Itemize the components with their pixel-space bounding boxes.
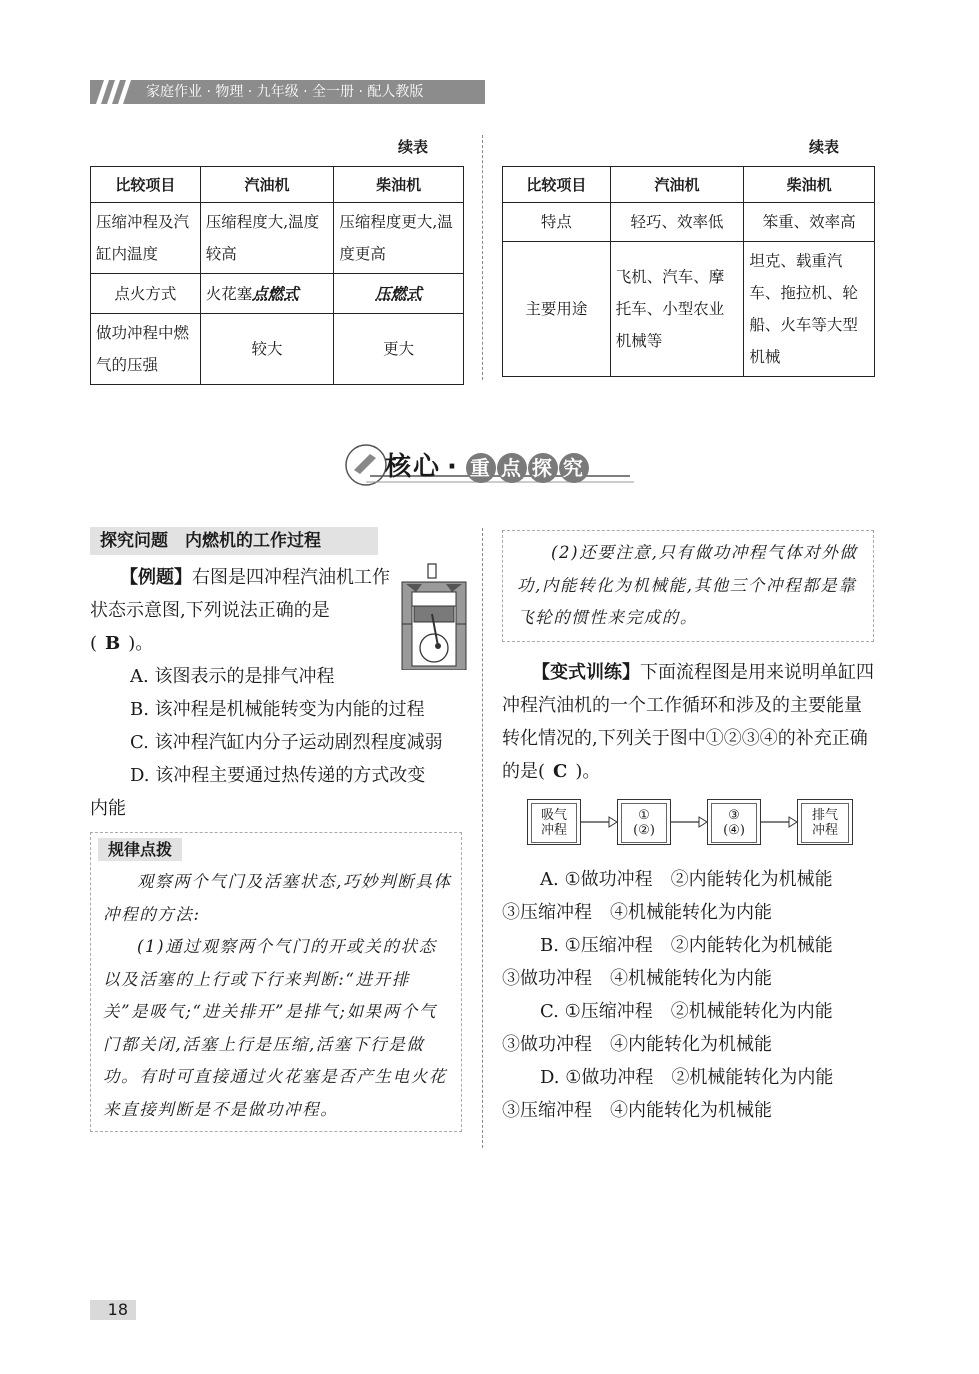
tip-box-continued [502, 530, 874, 642]
page-number: 18 [90, 1300, 136, 1320]
tip-paragraph-2: (1)通过观察两个气门的开或关的状态以及活塞的上行或下行来判断:“进开排关”是吸气;“进关排开”是排气;如果两个气门都关闭,活塞上行是压缩,活塞下行是做功。有时可直接通过火花塞是否产生电火花来直接判断是不是做功冲程。 [103, 937, 447, 1119]
table-cell: 飞机、汽车、摩托车、小型农业机械等 [610, 242, 744, 377]
header-bar [90, 80, 485, 104]
section-banner-title [385, 446, 589, 483]
variant-question [502, 656, 876, 788]
tip-paragraph-1: 观察两个气门及活塞状态,巧妙判断具体冲程的方法: [103, 872, 452, 924]
variant-option-b-line1: B. ①压缩冲程 ②内能转化为机械能 [540, 935, 833, 956]
table-row [91, 274, 464, 314]
table-cell: 特点 [503, 203, 611, 242]
table-cell: 做功冲程中燃气的压强 [91, 314, 201, 385]
example-text: 右图是四冲程汽油机工作状态示意图,下列说法正确的是( [90, 567, 390, 654]
table-row [91, 203, 464, 274]
flow-text: 吸气 [540, 808, 567, 823]
flow-text: ③ [728, 808, 740, 823]
tip-label: 规律点拨 [98, 838, 182, 861]
option-c: C. 该冲程汽缸内分子运动剧烈程度减弱 [130, 732, 443, 753]
flow-text: (④) [723, 823, 745, 838]
variant-close: )。 [575, 761, 601, 782]
table-row [503, 203, 875, 242]
table-header: 汽油机 [610, 167, 744, 203]
example-tag: 【例题】 [120, 567, 192, 588]
example-options [90, 660, 470, 825]
variant-option-a-line1: A. ①做功冲程 ②内能转化为机械能 [540, 869, 833, 890]
table-header-row [91, 167, 464, 203]
table-header: 比较项目 [91, 167, 201, 203]
table-header: 汽油机 [200, 167, 334, 203]
banner-char: 探 [528, 453, 558, 483]
flow-step-1 [617, 799, 671, 845]
variant-option-c-line1: C. ①压缩冲程 ②机械能转化为内能 [540, 1001, 833, 1022]
stroke-flowchart [527, 799, 853, 845]
table-cell: 压缩程度更大,温度更高 [334, 203, 464, 274]
flow-step-exhaust [797, 799, 853, 845]
table-row [91, 314, 464, 385]
option-d: D. 该冲程主要通过热传递的方式改变 [130, 765, 426, 786]
table-header: 柴油机 [334, 167, 464, 203]
ignition-prefix: 火花塞 [205, 284, 253, 303]
ignition-diesel-keyword: 压燃式 [375, 283, 422, 303]
variant-option-a-line2: ③压缩冲程 ④机械能转化为内能 [502, 902, 772, 923]
variant-text: 下面流程图是用来说明单缸四冲程汽油机的一个工作循环和涉及的主要能量转化情况的,下列关于图中①②③④的补充正确的是( [502, 662, 874, 782]
table-cell: 轻巧、效率低 [610, 203, 744, 242]
example-answer: B [105, 633, 121, 654]
flow-text: 冲程 [540, 823, 567, 838]
table-cell: 坦克、载重汽车、拖拉机、轮船、火车等大型机械 [744, 242, 875, 377]
variant-option-d-line1: D. ①做功冲程 ②机械能转化为内能 [540, 1067, 834, 1088]
variant-option-d-line2: ③压缩冲程 ④内能转化为机械能 [502, 1100, 772, 1121]
ignition-petrol-keyword: 点燃式 [252, 283, 299, 303]
option-d-continued: 内能 [90, 798, 126, 819]
variant-options [502, 863, 876, 1127]
flow-step-intake [527, 799, 581, 845]
column-divider [482, 135, 483, 380]
banner-title-core: 核心 [385, 452, 442, 482]
comparison-table-right [502, 166, 875, 377]
table-cell: 更大 [334, 314, 464, 385]
table-cell: 较大 [200, 314, 334, 385]
flow-text: (②) [633, 823, 655, 838]
variant-option-b-line2: ③做功冲程 ④机械能转化为内能 [502, 968, 772, 989]
flow-step-3 [707, 799, 761, 845]
table-cell: 压缩冲程及汽缸内温度 [91, 203, 201, 274]
header-slash-icon [92, 80, 136, 104]
variant-option-c-line2: ③做功冲程 ④内能转化为机械能 [502, 1034, 772, 1055]
table-header-row [503, 167, 875, 203]
table-cell [200, 274, 334, 314]
tip-paragraph-3: (2)还要注意,只有做功冲程气体对外做功,内能转化为机械能,其他三个冲程都是靠飞轮的惯性来完成的。 [517, 543, 858, 627]
flow-text: ① [638, 808, 650, 823]
continued-label-right: 续表 [809, 138, 840, 156]
table-cell [334, 274, 464, 314]
flow-text: 排气 [811, 808, 838, 823]
tip-box [90, 832, 462, 1132]
table-header: 比较项目 [503, 167, 611, 203]
banner-char: 点 [497, 453, 527, 483]
example-question [90, 561, 390, 660]
question-heading: 探究问题 内燃机的工作过程 [90, 527, 378, 555]
continued-label-left: 续表 [398, 138, 429, 156]
table-header: 柴油机 [744, 167, 875, 203]
banner-char: 重 [466, 453, 496, 483]
variant-answer: C [553, 761, 568, 782]
table-cell: 点火方式 [91, 274, 201, 314]
option-a: A. 该图表示的是排气冲程 [130, 666, 335, 687]
table-cell: 主要用途 [503, 242, 611, 377]
banner-dot: · [447, 452, 459, 482]
banner-char: 究 [559, 453, 589, 483]
comparison-table-left [90, 166, 464, 385]
table-row [503, 242, 875, 377]
column-divider [482, 528, 483, 1148]
example-close: )。 [128, 633, 154, 654]
option-b: B. 该冲程是机械能转变为内能的过程 [130, 699, 425, 720]
engine-cylinder-diagram [398, 562, 470, 670]
flow-text: 冲程 [811, 823, 838, 838]
header-title: 家庭作业 · 物理 · 九年级 · 全一册 · 配人教版 [146, 84, 424, 100]
table-cell: 压缩程度大,温度较高 [200, 203, 334, 274]
table-cell: 笨重、效率高 [744, 203, 875, 242]
variant-tag: 【变式训练】 [532, 662, 640, 683]
